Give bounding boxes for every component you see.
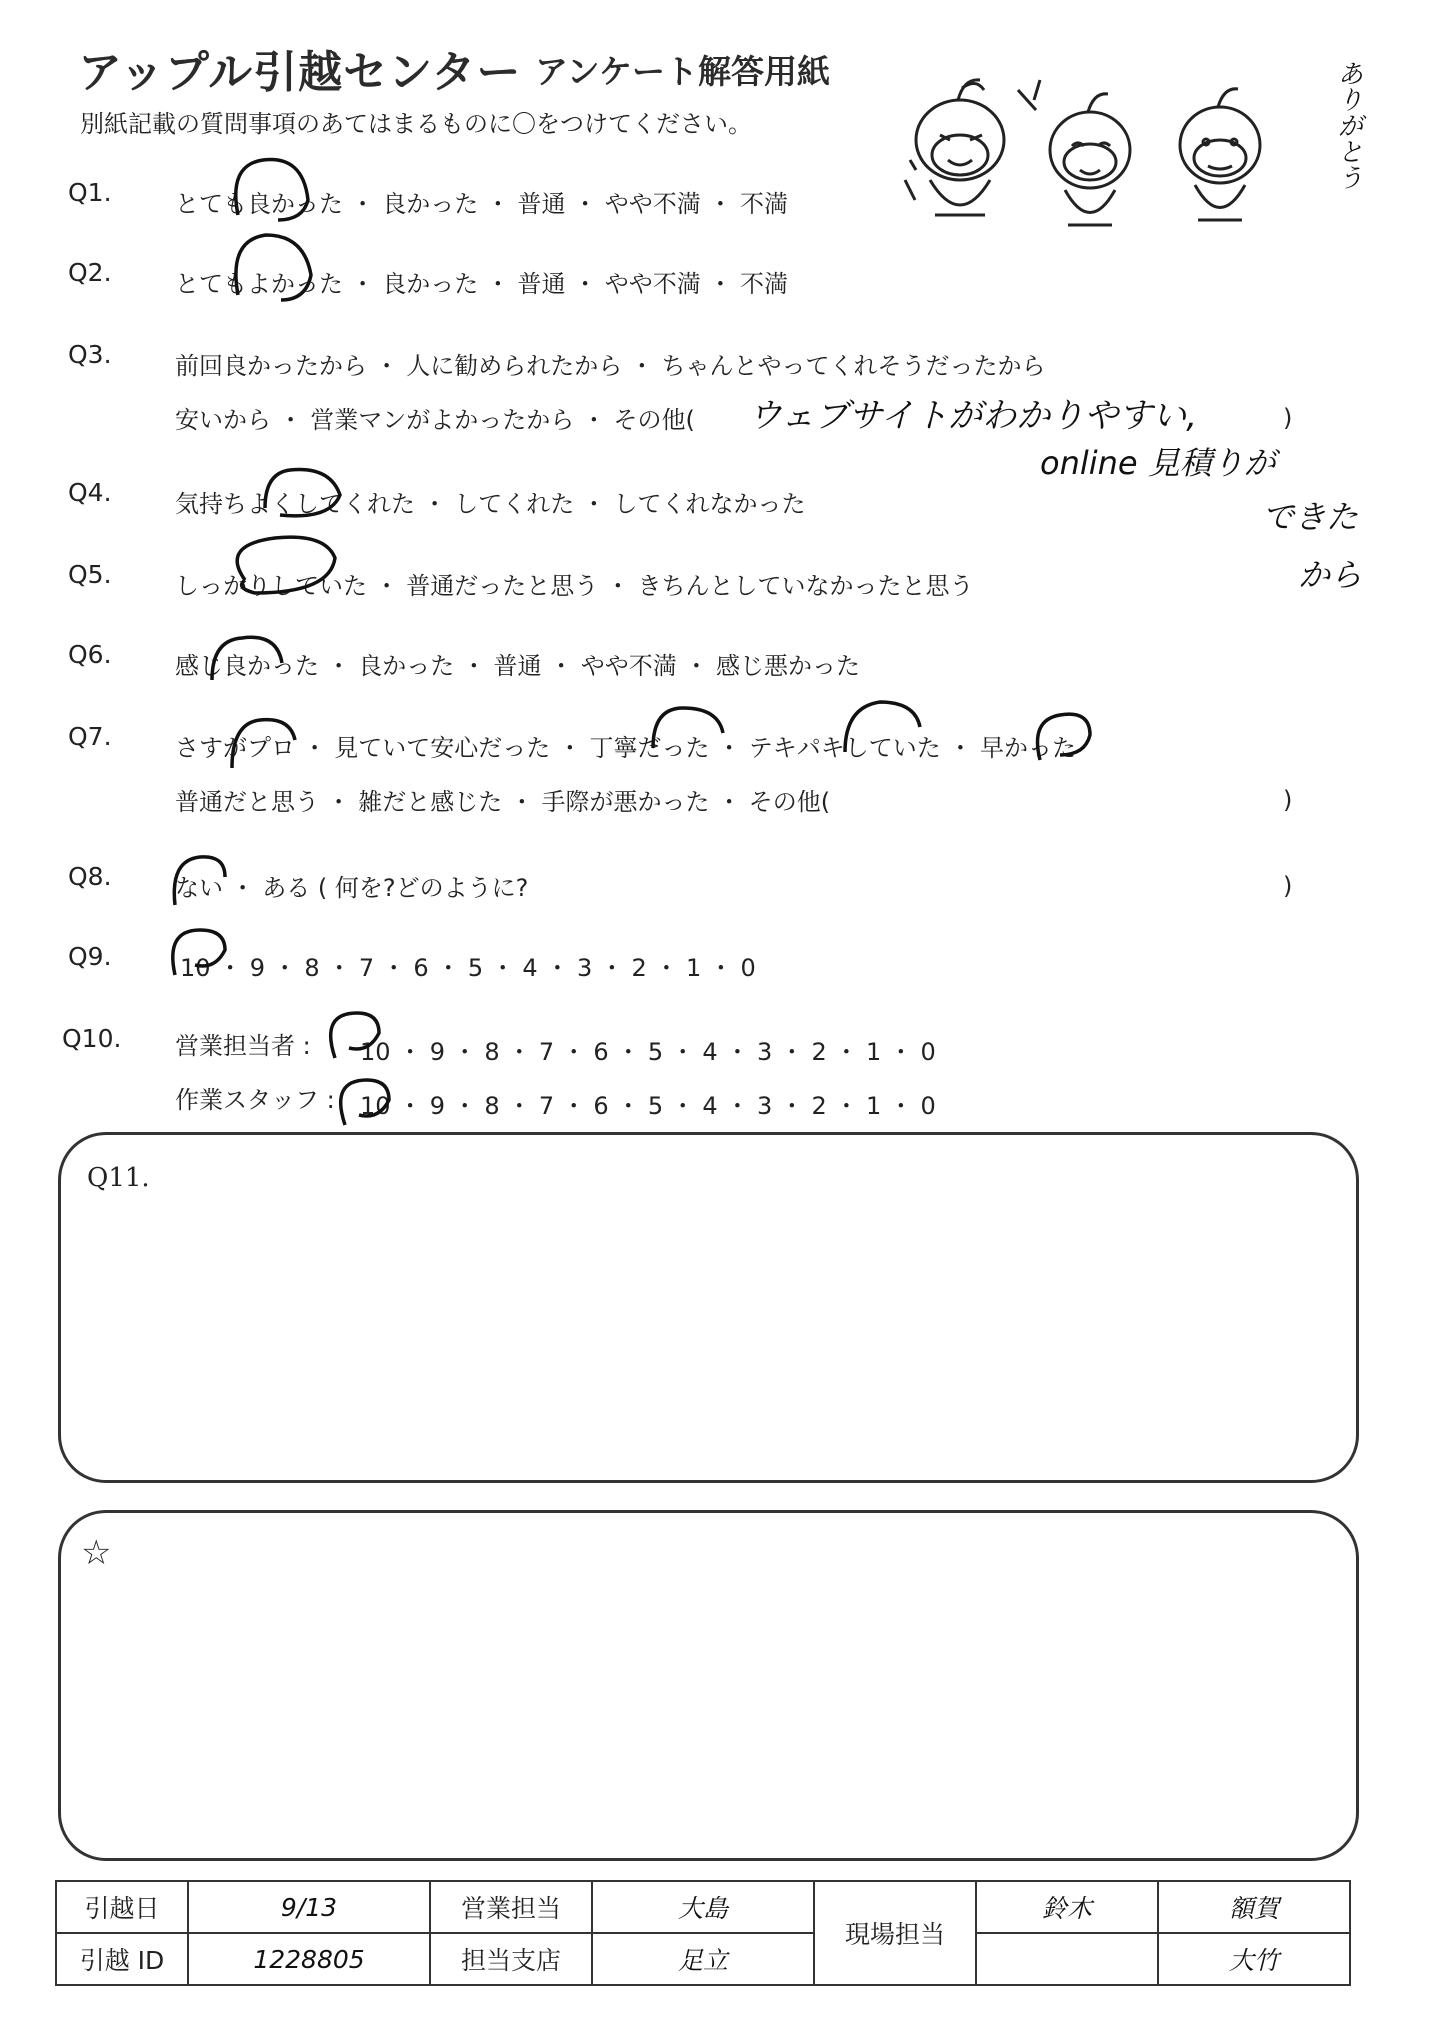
monkey-mascots-illustration xyxy=(900,50,1340,250)
q3-number: Q3. xyxy=(68,340,112,369)
instruction-text: 別紙記載の質問事項のあてはまるものに〇をつけてください。 xyxy=(80,110,752,138)
q8-number: Q8. xyxy=(68,862,112,891)
q7-options-line2: 普通だと思う ・ 雑だと感じた ・ 手際が悪かった ・ その他( xyxy=(175,788,831,816)
q4-options: 気持ちよくしてくれた ・ してくれた ・ してくれなかった xyxy=(175,490,806,518)
move-date-value: 9/13 xyxy=(188,1881,430,1933)
q10-sales-label: 営業担当者 : xyxy=(175,1032,311,1060)
q11-label: Q11. xyxy=(87,1163,150,1193)
q5-options: しっかりしていた ・ 普通だったと思う ・ きちんとしていなかったと思う xyxy=(175,572,974,600)
q7-number: Q7. xyxy=(68,722,112,751)
q9-number: Q9. xyxy=(68,942,112,971)
q6-number: Q6. xyxy=(68,640,112,669)
monkey-3-icon xyxy=(1180,89,1260,220)
site-rep-empty xyxy=(976,1933,1158,1985)
site-rep-label: 現場担当 xyxy=(814,1881,976,1985)
q10-staff-label: 作業スタッフ : xyxy=(175,1086,335,1114)
site-rep-value-1: 鈴木 xyxy=(976,1881,1158,1933)
q7-close-paren: ) xyxy=(1283,786,1293,814)
footer-info-table xyxy=(55,1880,1351,1986)
q7-options-line1: さすがプロ ・ 見ていて安心だった ・ 丁寧だった ・ テキパキしていた ・ 早かった xyxy=(175,734,1077,762)
q3-handwritten-line2: online 見積りが xyxy=(1040,444,1276,482)
star-label: ☆ xyxy=(81,1533,112,1573)
sales-rep-value: 大島 xyxy=(592,1881,814,1933)
site-rep-value-3: 大竹 xyxy=(1158,1933,1350,1985)
q1-number: Q1. xyxy=(68,178,112,207)
q8-close-paren: ) xyxy=(1283,872,1293,900)
q10-sales-scale: 10 ・ 9 ・ 8 ・ 7 ・ 6 ・ 5 ・ 4 ・ 3 ・ 2 ・ 1 ・ 0 xyxy=(360,1038,936,1066)
q3-handwritten-line1: ウェブサイトがわかりやすい, xyxy=(748,396,1198,436)
move-date-label: 引越日 xyxy=(56,1881,188,1933)
q10-number: Q10. xyxy=(62,1024,122,1053)
branch-label: 担当支店 xyxy=(430,1933,592,1985)
company-title: アップル引越センター xyxy=(78,47,522,98)
star-comment-box[interactable] xyxy=(58,1510,1359,1861)
q3-handwritten-line4: から xyxy=(1298,556,1363,594)
q10-staff-scale: 10 ・ 9 ・ 8 ・ 7 ・ 6 ・ 5 ・ 4 ・ 3 ・ 2 ・ 1 ・ 0 xyxy=(360,1092,936,1120)
q2-number: Q2. xyxy=(68,258,112,287)
monkey-1-icon xyxy=(905,80,1004,215)
branch-value: 足立 xyxy=(592,1933,814,1985)
q1-options: とても良かった ・ 良かった ・ 普通 ・ やや不満 ・ 不満 xyxy=(175,190,789,218)
move-id-label: 引越 ID xyxy=(56,1933,188,1985)
q2-options: とてもよかった ・ 良かった ・ 普通 ・ やや不満 ・ 不満 xyxy=(175,270,789,298)
q8-options: ない ・ ある ( 何を?どのように? xyxy=(175,874,529,902)
q3-options-line1: 前回良かったから ・ 人に勧められたから ・ ちゃんとやってくれそうだったから xyxy=(175,352,1046,380)
q3-handwritten-line3: できた xyxy=(1262,498,1359,536)
q11-comment-box[interactable] xyxy=(58,1132,1359,1483)
q4-number: Q4. xyxy=(68,478,112,507)
sales-rep-label: 営業担当 xyxy=(430,1881,592,1933)
site-rep-value-2: 額賀 xyxy=(1158,1881,1350,1933)
form-title: アンケート解答用紙 xyxy=(535,52,831,91)
q3-options-line2: 安いから ・ 営業マンがよかったから ・ その他( xyxy=(175,406,695,434)
monkey-2-icon xyxy=(1018,80,1130,225)
thanks-text: ありがとう xyxy=(1333,60,1363,190)
q3-close-paren: ) xyxy=(1283,404,1293,432)
q9-scale: 10 ・ 9 ・ 8 ・ 7 ・ 6 ・ 5 ・ 4 ・ 3 ・ 2 ・ 1 ・ 0 xyxy=(180,954,756,982)
q6-options: 感じ良かった ・ 良かった ・ 普通 ・ やや不満 ・ 感じ悪かった xyxy=(175,652,861,680)
q5-number: Q5. xyxy=(68,560,112,589)
move-id-value: 1228805 xyxy=(188,1933,430,1985)
